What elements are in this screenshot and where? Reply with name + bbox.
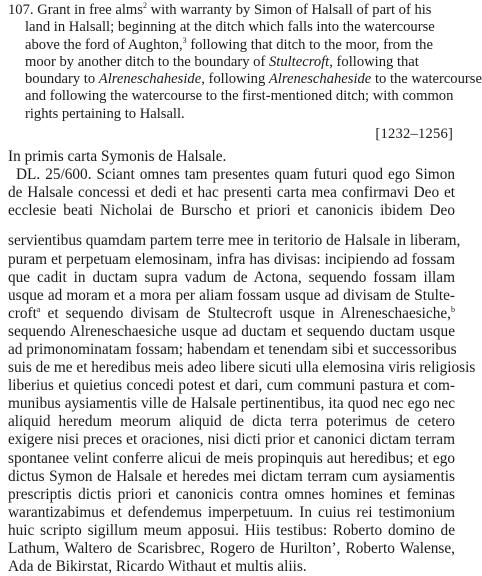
summary-line: and following the watercourse to the first-mentioned ditch; with common	[25, 88, 454, 105]
charter-line: liberius et quietius concedi potest et dari, cum communi pastura et com-	[8, 377, 455, 395]
charter-line: munibus aysiamentis ville de Halsale pertinentibus, ita quod nec ego nec	[8, 395, 455, 413]
charter-line: croft$^a$ et sequendo divisam de Stultecroft usque in Alreneschaesiche,$^b$	[8, 304, 455, 322]
footnote-marker-b: b	[451, 304, 455, 314]
charter-line: dictus Symon de Halsale et heredes mei dictam terram cum aysiamentis	[8, 467, 455, 485]
page-gap	[8, 220, 455, 232]
charter-line: Ada de Bikirstat, Ricardo Withaut et multis aliis.	[8, 558, 307, 576]
charter-line: servientibus quamdam partem terre mee in teritorio de Halsale in liberam,	[8, 232, 461, 250]
charter-line: de Halsale concessi et dedi et hac presenti carta mea confirmavi Deo et	[8, 184, 455, 202]
charter-heading: In primis carta Symonis de Halsale.	[8, 148, 227, 166]
date-range: [1232–1256]	[375, 126, 453, 143]
summary-line: boundary to Alreneschaheside, following Alreneschaheside to the watercourse	[25, 71, 482, 88]
summary-line: 107. Grant in free alms$^2$ with warranty by Simon of Halsall of part of his	[8, 1, 432, 18]
summary-line: rights pertaining to Halsall.	[25, 105, 185, 122]
charter-line: sequendo Alreneschaesiche usque ad ductam et sequendo ductam usque	[8, 322, 455, 340]
charter-line: puram et perpetuam elemosinam, infra has divisas: incipiendo ad fossam	[8, 250, 455, 268]
charter-line: suis de me et heredibus meis adeo libere sicuti ulla elemosina viris religiosis	[8, 359, 476, 377]
charter-line: spontanee velint conferre alicui de meis propinquis aut heredibus; et ego	[8, 449, 455, 467]
charter-line: prescriptis dictis priori et canonicis contra omnes homines et feminas	[8, 485, 455, 503]
document-page	[8, 1, 482, 576]
charter-line: ecclesie beati Nicholai de Burscho et priori et canonicis ibidem Deo	[8, 202, 455, 220]
summary-line: land in Halsall; beginning at the ditch which falls into the watercourse	[25, 19, 435, 36]
charter-line: aliquid heredum meorum aliquid de dicta terra poterimus de cetero	[8, 413, 455, 431]
charter-line: que cadit in ductam supra vadum de Actona, sequendo fossam illam	[8, 268, 455, 286]
charter-line: ad primonominatam fossam; habendam et tenendam sibi et successoribus	[8, 341, 457, 359]
charter-line: huic scripto sigillum meum apposui. Hiis testibus: Roberto domino de	[8, 521, 455, 539]
charter-line: exigere nisi preces et oraciones, nisi dicti prior et canonici dictam terram	[8, 431, 455, 449]
summary-line: above the ford of Aughton,$^3$ following that ditch to the moor, from the	[25, 35, 433, 53]
charter-line: usque ad moram et a mora per aliam fossam usque ad divisam de Stulte-	[8, 286, 455, 304]
summary-line: moor by another ditch to the boundary of Stultecroft, following that	[25, 53, 419, 70]
charter-line: Lathum, Waltero de Scarisbrec, Rogero de Huriltonʼ, Roberto Walense,	[8, 540, 455, 558]
footnote-marker-a: a	[36, 304, 41, 314]
latin-charter	[8, 148, 476, 576]
english-summary	[8, 1, 482, 123]
charter-line: warantizabimus et defendemus imperpetuum. In cuius rei testimonium	[8, 503, 455, 521]
charter-line: DL. 25/600. Sciant omnes tam presentes quam futuri quod ego Simon	[16, 166, 455, 184]
